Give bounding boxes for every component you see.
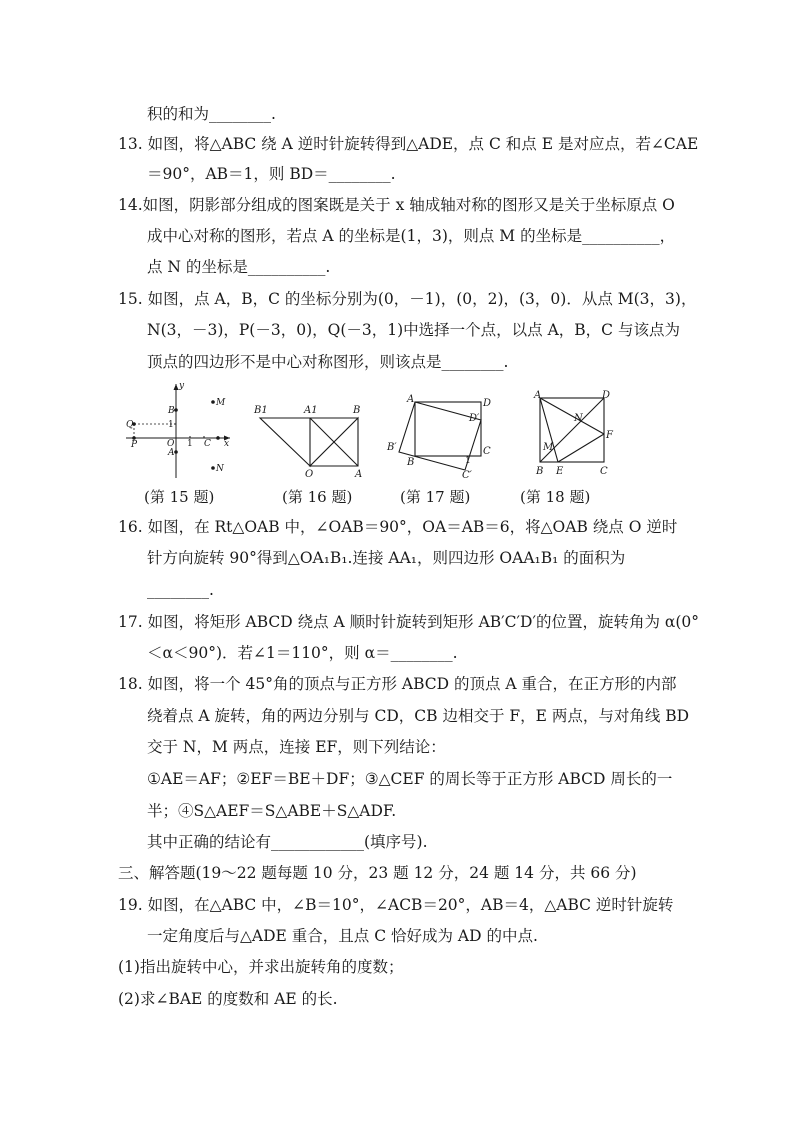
text-line-content: 19. 如图，在△ABC 中，∠B＝10°，∠ACB＝20°，AB＝4，△ABC 逆时针旋转	[118, 896, 674, 914]
label-a1: A1	[304, 405, 318, 416]
ray-af	[540, 398, 604, 434]
label-c-prime: C′	[462, 470, 472, 481]
text-line-content: 17. 如图，将矩形 ABCD 绕点 A 顺时针旋转到矩形 AB′C′D′的位置，旋转角为 α(0°	[118, 613, 700, 631]
text-line	[0, 100, 794, 128]
text-line	[0, 576, 794, 604]
label-o: O	[305, 469, 314, 480]
label-m: M	[216, 398, 226, 408]
text-line-content: 一定角度后与△ADE 重合，且点 C 恰好成为 AD 的中点.	[147, 927, 538, 945]
label-b: B	[536, 466, 544, 477]
text-line	[0, 985, 794, 1013]
text-line	[0, 160, 794, 188]
text-line	[0, 797, 794, 825]
figure-15-coordinate-plane	[118, 380, 238, 480]
label-d: D	[483, 398, 492, 409]
triangle-oa1b1	[260, 418, 310, 466]
text-line	[0, 828, 794, 856]
text-line-content: 点 N 的坐标是__________.	[147, 258, 331, 276]
text-line-content: (1)指出旋转中心，并求出旋转角的度数；	[118, 958, 404, 976]
figure-17-rotated-rectangles	[385, 390, 505, 480]
text-line	[0, 765, 794, 793]
label-d-prime: D′	[469, 413, 480, 424]
text-line-content: 交于 N，M 两点，连接 EF，则下列结论：	[147, 738, 446, 756]
text-line-content: 积的和为________.	[147, 105, 276, 123]
caption-figure-16: (第 16 题)	[282, 488, 353, 506]
text-line-content: 15. 如图，点 A，B，C 的坐标分别为(0，－1)，(0，2)，(3，0)．从点 M(3，3)，	[118, 290, 697, 308]
point-b	[174, 408, 178, 412]
label-p: P	[131, 440, 138, 450]
text-line	[0, 859, 794, 887]
label-c: C	[204, 439, 211, 449]
label-b: B	[407, 457, 415, 468]
y-axis-arrow-icon	[174, 384, 179, 390]
point-m	[211, 400, 215, 404]
label-o: O	[167, 439, 175, 449]
text-line	[0, 544, 794, 572]
text-line	[0, 513, 794, 541]
text-line-content: ①AE＝AF；②EF＝BE＋DF；③△CEF 的周长等于正方形 ABCD 周长的一	[147, 770, 673, 788]
label-one-x: 1	[187, 439, 193, 449]
text-line-content: 其中正确的结论有____________(填序号).	[147, 833, 428, 851]
figure-18-square-with-45-angle	[530, 390, 630, 480]
label-a: A	[355, 469, 363, 480]
label-a: A	[407, 394, 415, 405]
label-b1: B1	[254, 405, 268, 416]
label-c: C	[483, 446, 491, 457]
text-line-content: 14.如图，阴影部分组成的图案既是关于 x 轴成轴对称的图形又是关于坐标原点 O	[118, 196, 675, 214]
label-n: N	[216, 464, 224, 474]
text-line	[0, 891, 794, 919]
text-line	[0, 191, 794, 219]
label-f: F	[606, 430, 613, 441]
segment-ef	[558, 434, 604, 462]
label-q: Q	[126, 420, 134, 430]
text-line-content: 13. 如图，将△ABC 绕 A 逆时针旋转得到△ADE，点 C 和点 E 是对应点，若∠CAE	[118, 135, 699, 153]
label-one-y: 1	[168, 420, 174, 430]
point-c	[216, 436, 220, 440]
point-a	[174, 450, 178, 454]
text-line	[0, 922, 794, 950]
label-y: y	[179, 381, 185, 391]
figure-16-rotated-triangles	[252, 398, 372, 478]
text-line-content: ＜α＜90°)．若∠1＝110°，则 α＝________.	[147, 644, 458, 662]
text-line	[0, 639, 794, 667]
label-e: E	[556, 466, 564, 477]
text-line	[0, 285, 794, 313]
text-line-content: 成中心对称的图形，若点 A 的坐标是(1，3)，则点 M 的坐标是__________，	[147, 227, 676, 245]
label-b: B	[168, 406, 175, 416]
text-line-content: N(3，－3)，P(－3，0)，Q(－3，1)中选择一个点，以点 A，B，C 与该点为	[147, 321, 680, 339]
point-n	[211, 466, 215, 470]
label-m: M	[543, 442, 554, 453]
text-line	[0, 953, 794, 981]
rectangle-abcd	[415, 402, 481, 456]
label-angle-1: 1	[465, 456, 471, 466]
text-line-content: 顶点的四边形不是中心对称图形，则该点是________.	[147, 353, 509, 371]
label-n: N	[574, 413, 583, 424]
text-line	[0, 670, 794, 698]
label-b-prime: B′	[387, 442, 397, 453]
text-line-content: 三、解答题(19～22 题每题 10 分，23 题 12 分，24 题 14 分，共 66 分)	[118, 864, 637, 882]
text-line	[0, 316, 794, 344]
text-line	[0, 222, 794, 250]
text-line	[0, 130, 794, 158]
text-line	[0, 608, 794, 636]
label-a: A	[168, 448, 175, 458]
text-line-content: (2)求∠BAE 的度数和 AE 的长.	[118, 990, 338, 1008]
label-b: B	[353, 405, 361, 416]
text-line	[0, 253, 794, 281]
label-d: D	[602, 390, 611, 401]
text-line-content: 半；④S△AEF＝S△ABE＋S△ADF.	[147, 802, 397, 820]
text-line	[0, 348, 794, 376]
label-a: A	[534, 390, 542, 401]
label-x: x	[224, 439, 230, 449]
caption-figure-18: (第 18 题)	[520, 488, 591, 506]
text-line-content: 针方向旋转 90°得到△OA₁B₁.连接 AA₁，则四边形 OAA₁B₁ 的面积为	[147, 549, 626, 567]
text-line-content: 绕着点 A 旋转，角的两边分别与 CD，CB 边相交于 F，E 两点，与对角线 BD	[147, 707, 690, 725]
text-line	[0, 733, 794, 761]
text-line-content: ＝90°，AB＝1，则 BD＝________.	[147, 165, 396, 183]
text-line-content: ________.	[147, 581, 214, 599]
label-c: C	[600, 466, 608, 477]
text-line-content: 18. 如图，将一个 45°角的顶点与正方形 ABCD 的顶点 A 重合，在正方形的内部	[118, 675, 677, 693]
caption-figure-17: (第 17 题)	[400, 488, 471, 506]
caption-figure-15: (第 15 题)	[144, 488, 215, 506]
text-line-content: 16. 如图，在 Rt△OAB 中，∠OAB＝90°，OA＝AB＝6，将△OAB 绕点 O 逆时	[118, 518, 678, 536]
text-line	[0, 702, 794, 730]
